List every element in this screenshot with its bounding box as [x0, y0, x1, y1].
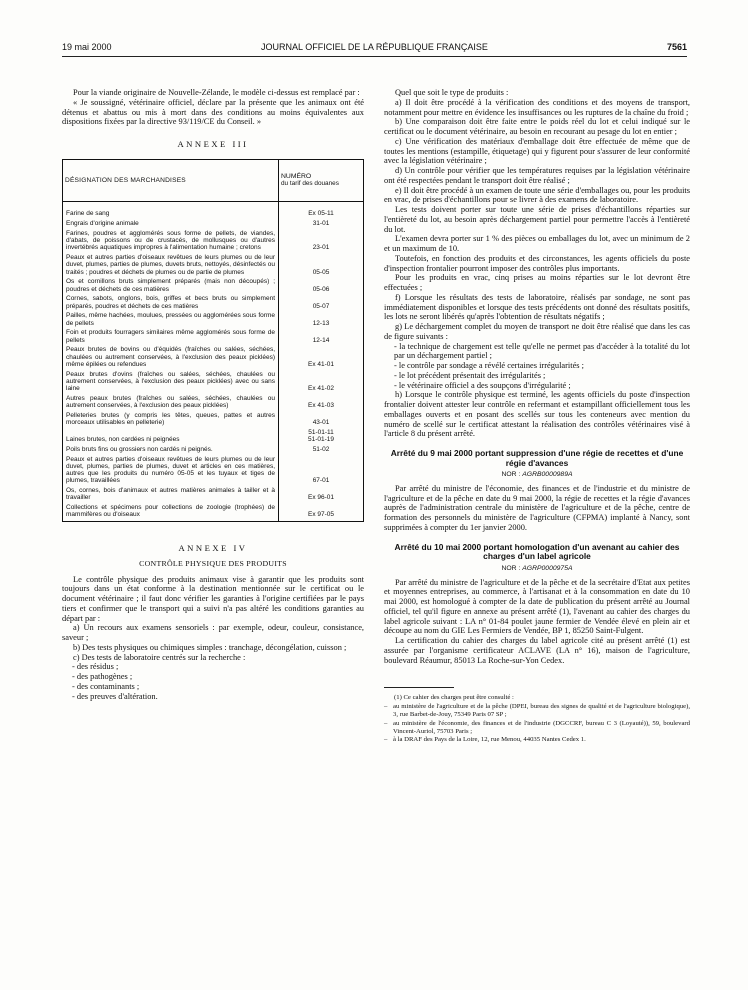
designation-cell: Collections et spécimens pour collections de zoologie (trophées) de mammifères ou d'oiseaux: [63, 504, 279, 522]
tarif-number-cell: 31-01: [312, 220, 330, 227]
item-f: f) Lorsque les résultats des tests de laboratoire, réalisés par sondage, ne sont pas immédiatement disponibles et lorsque des tests précédents ont donné des résultats positifs, les lots ne seront libérés qu'après l'obtention de résultats négatifs ;: [384, 292, 690, 322]
list-item: - le contrôle par sondage a révélé certaines irrégularités ;: [394, 361, 584, 370]
page-number: 7561: [666, 42, 687, 52]
table-row: [63, 346, 364, 370]
item-c: c) Une vérification des matériaux d'emballage doit être effectuée de même que de toutes les mentions (estampille, étiquetage) qui y figurent pour s'assurer de leur conformité avec la législation vétérinaire ;: [384, 136, 690, 166]
item-b: b) Une comparaison doit être faite entre le poids réel du lot et celui indiqué sur le certificat ou le document vétérinaire, au besoin en recourant au pesage du lot en entier ;: [384, 117, 690, 136]
annexe-iv-item-a: a) Un recours aux examens sensoriels : par exemple, odeur, couleur, consistance, saveur ;: [62, 623, 364, 642]
tarif-number-cell: 12-14: [312, 336, 330, 344]
designation-cell: Os, cornes, bois d'animaux et autres matières animales à tailler et à travailler: [63, 487, 279, 504]
designation-cell: Peaux et autres parties d'oiseaux revêtues de leurs plumes ou de leur duvet, plumes, parties de plumes, duvet et articles en ces matières, autres que les produits du numéro 05-05 et les tuyaux et tiges de plumes, travaillées: [63, 456, 279, 488]
nor-label: NOR :: [501, 564, 523, 572]
tarif-number-cell: 05-06: [312, 285, 330, 293]
paragraph: L'examen devra porter sur 1 % des pièces ou emballages du lot, avec un minimum de 2 et un maximum de 10.: [384, 234, 690, 253]
paragraph: Pour les produits en vrac, cinq prises au moins réparties sur le lot devront être effectuées ;: [384, 273, 690, 292]
tarif-number-cell: Ex 41-03: [307, 402, 335, 409]
arrete-2-title: Arrêté du 10 mai 2000 portant homologation d'un avenant au cahier des charges d'un label agricole: [394, 541, 680, 562]
right-column: [384, 88, 690, 745]
item-g-list: [384, 342, 690, 391]
item-g: g) Le déchargement complet du moyen de transport ne doit être réalisé que dans les cas de figure suivants :: [384, 322, 690, 341]
footnote-rule: [384, 687, 454, 688]
designation-cell: Peaux brutes d'ovins (fraîches ou salées, séchées, chaulées ou autrement conservées, à l'exclusion des peaux picklées) avec ou sans laine: [63, 371, 279, 395]
table-row: [63, 371, 364, 395]
annexe-iv-paragraph: Le contrôle physique des produits animaux vise à garantir que les produits sont toujours dans un état conforme à la destination mentionnée sur le certificat ou le document vétérinaire ; il faut donc vérifier les garanties à l'origine certifiées par le pays tiers et confirmer que le transport qui a suivi n'a pas altéré les conditions garanties au départ par :: [62, 574, 364, 623]
nor-label: NOR :: [501, 471, 523, 479]
table-row: [63, 220, 364, 230]
arrete-1-title: Arrêté du 9 mai 2000 portant suppression d'une régie de recettes et d'une régie d'avances: [390, 448, 684, 468]
list-item: - la technique de chargement est telle qu'elle ne permet pas d'accéder à la totalité du lot par un déchargement partiel ;: [394, 341, 690, 361]
tarif-number-cell: 51-01-11 51-01-19: [307, 428, 335, 443]
designation-cell: Farine de sang: [63, 210, 279, 220]
numero-label: NUMÉRO: [281, 173, 312, 180]
item-a: a) Il doit être procédé à la vérification des conditions et des moyens de transport, notamment pour mettre en évidence les insuffisances ou les ruptures de la chaîne du froid ;: [384, 97, 690, 117]
designation-cell: Pelleteries brutes (y compris les têtes, queues, pattes et autres morceaux utilisables en pelleterie): [63, 412, 279, 429]
table-row: [63, 254, 364, 278]
tarif-number-cell: 05-07: [312, 302, 330, 310]
tarif-number-cell: Ex 96-01: [307, 494, 335, 502]
table-header-designation: DÉSIGNATION DES MARCHANDISES: [63, 159, 279, 201]
annexe-iv-item-c: c) Des tests de laboratoire centrés sur la recherche :: [73, 652, 246, 662]
tarif-label: du tarif des douanes: [281, 180, 339, 188]
tarif-number-cell: Ex 97-05: [307, 511, 335, 519]
tarif-number-cell: 12-13: [312, 319, 330, 327]
item-d: d) Un contrôle pour vérifier que les températures requises par la législation vétérinaire ont été respectées pendant le transport doit être réalisé ;: [384, 166, 690, 185]
designation-cell: Autres peaux brutes (fraîches ou salées, séchées, chaulées ou autrement conservées, à l'exclusion des peaux picklées): [63, 395, 279, 412]
table-row: [63, 487, 364, 504]
table-body: [63, 201, 364, 521]
arrete-2-nor: [384, 564, 690, 574]
footnote-intro: (1) Ce cahier des charges peut être consulté :: [394, 694, 514, 702]
table-row: [63, 412, 364, 429]
table-row: [63, 429, 364, 446]
designation-cell: Cornes, sabots, onglons, bois, griffes et becs bruts ou simplement préparés, poudres et déchets de ces matières: [63, 295, 279, 312]
annexe-iv-title: ANNEXE IV: [178, 543, 248, 553]
arrete-2-paragraph-1: Par arrêté du ministre de l'agriculture et de la pêche et de la secrétaire d'Etat aux petites et moyennes entreprises, au commerce, à l'artisanat et à la consommation en date du 10 mai 2000, est homologué à compter de la date de publication du présent arrêté au Journal officiel, tel qu'il figure en annexe au présent arrêté (1), l'avenant au cahier des charges du label agricole suivant : LA n° 01-84 poulet jaune fermier de Vendée élevé en plein air et découpe au nom du GIE Les Fermiers de Vendée, BP 1, 85250 Saint-Fulgent.: [384, 577, 690, 636]
arrete-2-paragraph-2: La certification du cahier des charges du label agricole cité au présent arrêté (1) est assurée par l'organisme certificateur ACLAVE (LA n° 16), maison de l'agriculture, boulevard Réaumur, 85013 La Roche-sur-Yon Cedex.: [384, 636, 690, 665]
item-e: e) Il doit être procédé à un examen de toute une série d'emballages ou, pour les produits en vrac, de prises d'échantillons pour se livrer à des examens de laboratoire.: [384, 185, 690, 205]
designation-cell: Engrais d'origine animale: [63, 220, 279, 230]
annexe-iii-title: ANNEXE III: [177, 139, 249, 149]
list-item: - des résidus ;: [72, 662, 119, 672]
tarif-number-cell: 51-02: [312, 445, 330, 453]
tarif-number-cell: Ex 05-11: [308, 210, 334, 218]
certificate-quote: « Je soussigné, vétérinaire officiel, déclare par la présente que les animaux ont été détenus et abattus ou mis à mort dans des conditions au moins équivalentes aux dispositions fixées par la directive 93/119/CE du Conseil. »: [62, 97, 364, 127]
table-row: [63, 446, 364, 456]
footnote: [384, 694, 690, 744]
footnote-item: – à la DRAF des Pays de la Loire, 12, rue Menou, 44035 Nantes Cedex 1.: [384, 736, 690, 744]
intro-paragraph: Pour la viande originaire de Nouvelle-Zélande, le modèle ci-dessus est remplacé par :: [73, 88, 360, 97]
annexe-iv-subtitle: CONTRÔLE PHYSIQUE DES PRODUITS: [139, 558, 287, 568]
designation-cell: Foin et produits fourragers similaires même agglomérés sous forme de pellets: [63, 329, 279, 346]
paragraph: Toutefois, en fonction des produits et des circonstances, les agents officiels du poste d'inspection frontalier pourront imposer des contrôles plus importants.: [384, 253, 690, 273]
annexe-iv-item-b: b) Des tests physiques ou chimiques simples : tranchage, décongélation, cuisson ;: [73, 642, 347, 652]
table-row: [63, 456, 364, 488]
page-header: [62, 42, 687, 56]
designation-cell: Peaux brutes de bovins ou d'équidés (fraîches ou salées, séchées, chaulées ou autrement conservées, à l'exclusion des peaux picklées) même épilées ou refendues: [63, 346, 279, 370]
nor-code: AGRP0000975A: [522, 564, 573, 572]
annexe-iv-c-list: [62, 662, 364, 701]
item-h: h) Lorsque le contrôle physique est terminé, les agents officiels du poste d'inspection frontalier doivent attester leur contrôle en refermant et estampillant officiellement tous les emballages ouverts et en posant des scellés sur tous les conteneurs avec mention du numéro de scellé sur le certificat attestant la réalisation des contrôles vétérinaires visé à l'article 8 du présent arrêté.: [384, 390, 690, 439]
tarif-number-cell: 23-01: [312, 244, 330, 252]
table-row: [63, 312, 364, 329]
table-row: [63, 230, 364, 254]
table-row: [63, 329, 364, 346]
table-row: [63, 278, 364, 295]
paragraph: Quel que soit le type de produits :: [395, 88, 509, 97]
journal-title: JOURNAL OFFICIEL DE LA RÉPUBLIQUE FRANÇAISE: [261, 42, 488, 52]
paragraph: Les tests doivent porter sur toute une série de prises d'échantillons réparties sur l'entièreté du lot, au besoin après déchargement partiel pour permettre l'accès à l'entièreté du lot.: [384, 205, 690, 234]
annexe-iii-table: [62, 159, 364, 522]
header-rule: [62, 56, 687, 57]
designation-cell: Laines brutes, non cardées ni peignées: [63, 429, 279, 446]
list-item: - des contaminants ;: [72, 681, 140, 691]
footnote-item: – au ministère de l'agriculture et de la pêche (DPEI, bureau des signes de qualité et de l'agriculture biologique), 3, rue Barbet-de-Jouy, 75349 Paris 07 SP ;: [384, 703, 690, 720]
arrete-1-nor: [384, 470, 690, 480]
designation-cell: Os et cornillons bruts simplement préparés (mais non découpés) ; poudres et déchets de ces matières: [63, 278, 279, 295]
table-header-numero: [279, 159, 364, 201]
nor-code: AGRB0000989A: [522, 471, 573, 479]
tarif-number-cell: 67-01: [312, 477, 330, 485]
table-row: [63, 295, 364, 312]
list-item: - des preuves d'altération.: [72, 691, 158, 701]
tarif-number-cell: 43-01: [312, 419, 330, 426]
designation-cell: Pailles, même hachées, moulues, pressées ou agglomérées sous forme de pellets: [63, 312, 279, 329]
table-row: [63, 210, 364, 220]
list-item: - le vétérinaire officiel a des soupçons d'irrégularité ;: [394, 380, 571, 390]
designation-cell: Peaux et autres parties d'oiseaux revêtues de leurs plumes ou de leur duvet, plumes, parties de plumes, duvets bruts, nettoyés, désinfectés ou traités ; poudres et déchets de plumes ou de partie de plumes: [63, 254, 279, 278]
tarif-number-cell: Ex 41-02: [307, 385, 335, 392]
table-row: [63, 395, 364, 412]
list-item: - le lot précédent présentait des irrégularités ;: [394, 370, 546, 380]
left-column: [62, 88, 364, 701]
tarif-number-cell: 05-05: [312, 268, 330, 276]
arrete-1-paragraph: Par arrêté du ministre de l'économie, des finances et de l'industrie et du ministre de l'agriculture et de la pêche en date du 9 mai 2000, la régie de recettes et la régie d'avances auprès de l'administration centrale du ministère de l'agriculture et de la pêche, centre de formation des personnels du ministère de l'agriculture (CFPMA) implanté à Nancy, sont supprimées à compter du 1er janvier 2000.: [384, 483, 690, 532]
designation-cell: Farines, poudres et agglomérés sous forme de pellets, de viandes, d'abats, de poissons ou de crustacés, de mollusques ou d'autres invertébrés aquatiques impropres à l'alimentation humaine ; cretons: [63, 230, 279, 254]
table-row: [63, 504, 364, 522]
header-date: 19 mai 2000: [62, 42, 112, 52]
designation-cell: Poils bruts fins ou grossiers non cardés ni peignés.: [63, 446, 279, 456]
list-item: - des pathogènes ;: [72, 672, 133, 681]
footnote-item: – au ministère de l'économie, des finances et de l'industrie (DGCCRF, bureau C 3 (Loyauté)), 59, boulevard Vincent-Auriol, 75703 Paris ;: [384, 720, 690, 737]
tarif-number-cell: Ex 41-01: [307, 360, 335, 368]
